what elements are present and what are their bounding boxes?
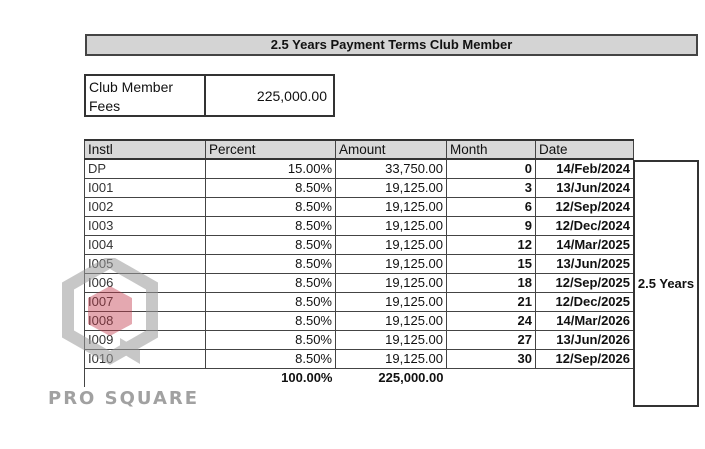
total-blank-month — [447, 368, 536, 387]
header-month: Month — [447, 140, 536, 159]
cell-date: 12/Sep/2024 — [536, 197, 634, 216]
total-blank — [85, 368, 206, 387]
watermark-text: PRO SQUARE — [48, 388, 200, 409]
cell-percent: 8.50% — [206, 330, 336, 349]
cell-amount: 19,125.00 — [336, 254, 447, 273]
cell-month: 27 — [447, 330, 536, 349]
cell-instl: I003 — [85, 216, 206, 235]
cell-date: 13/Jun/2026 — [536, 330, 634, 349]
cell-percent: 8.50% — [206, 235, 336, 254]
cell-percent: 8.50% — [206, 216, 336, 235]
cell-date: 12/Sep/2026 — [536, 349, 634, 368]
cell-percent: 8.50% — [206, 273, 336, 292]
table-row — [85, 159, 634, 178]
fee-value: 225,000.00 — [256, 88, 327, 104]
fee-label: Club Member Fees — [86, 76, 206, 115]
cell-instl: I002 — [85, 197, 206, 216]
cell-instl: I010 — [85, 349, 206, 368]
cell-instl: I008 — [85, 311, 206, 330]
table-row — [85, 292, 634, 311]
cell-date: 13/Jun/2024 — [536, 178, 634, 197]
header-percent: Percent — [206, 140, 336, 159]
cell-instl: I007 — [85, 292, 206, 311]
cell-amount: 19,125.00 — [336, 235, 447, 254]
cell-month: 24 — [447, 311, 536, 330]
cell-percent: 8.50% — [206, 311, 336, 330]
table-row — [85, 330, 634, 349]
cell-instl: I006 — [85, 273, 206, 292]
total-amount: 225,000.00 — [336, 368, 447, 387]
cell-amount: 33,750.00 — [336, 159, 447, 178]
cell-instl: I009 — [85, 330, 206, 349]
cell-instl: I004 — [85, 235, 206, 254]
cell-month: 21 — [447, 292, 536, 311]
page-title: 2.5 Years Payment Terms Club Member — [85, 34, 698, 56]
cell-date: 14/Mar/2025 — [536, 235, 634, 254]
cell-amount: 19,125.00 — [336, 273, 447, 292]
cell-date: 12/Dec/2025 — [536, 292, 634, 311]
cell-month: 9 — [447, 216, 536, 235]
cell-month: 3 — [447, 178, 536, 197]
cell-date: 14/Mar/2026 — [536, 311, 634, 330]
cell-amount: 19,125.00 — [336, 216, 447, 235]
cell-month: 12 — [447, 235, 536, 254]
table-row — [85, 216, 634, 235]
cell-amount: 19,125.00 — [336, 292, 447, 311]
table-row — [85, 235, 634, 254]
cell-percent: 8.50% — [206, 349, 336, 368]
table-row — [85, 273, 634, 292]
cell-amount: 19,125.00 — [336, 330, 447, 349]
cell-date: 12/Sep/2025 — [536, 273, 634, 292]
cell-month: 6 — [447, 197, 536, 216]
cell-date: 12/Dec/2024 — [536, 216, 634, 235]
cell-amount: 19,125.00 — [336, 197, 447, 216]
cell-instl: I001 — [85, 178, 206, 197]
table-row — [85, 311, 634, 330]
cell-percent: 8.50% — [206, 197, 336, 216]
cell-date: 13/Jun/2025 — [536, 254, 634, 273]
payment-schedule-table — [84, 139, 634, 387]
club-member-fee-box — [84, 74, 335, 117]
cell-percent: 8.50% — [206, 178, 336, 197]
period-label: 2.5 Years — [633, 160, 699, 407]
total-percent: 100.00% — [206, 368, 336, 387]
cell-date: 14/Feb/2024 — [536, 159, 634, 178]
cell-amount: 19,125.00 — [336, 311, 447, 330]
table-header-row — [85, 140, 634, 159]
totals-row — [85, 368, 634, 387]
cell-instl: DP — [85, 159, 206, 178]
table-row — [85, 178, 634, 197]
cell-percent: 8.50% — [206, 292, 336, 311]
table-row — [85, 197, 634, 216]
cell-month: 0 — [447, 159, 536, 178]
cell-percent: 15.00% — [206, 159, 336, 178]
cell-month: 15 — [447, 254, 536, 273]
cell-amount: 19,125.00 — [336, 178, 447, 197]
cell-percent: 8.50% — [206, 254, 336, 273]
cell-month: 18 — [447, 273, 536, 292]
total-blank-date — [536, 368, 634, 387]
cell-amount: 19,125.00 — [336, 349, 447, 368]
cell-month: 30 — [447, 349, 536, 368]
header-instl: Instl — [85, 140, 206, 159]
header-date: Date — [536, 140, 634, 159]
table-row — [85, 254, 634, 273]
header-amount: Amount — [336, 140, 447, 159]
cell-instl: I005 — [85, 254, 206, 273]
table-row — [85, 349, 634, 368]
